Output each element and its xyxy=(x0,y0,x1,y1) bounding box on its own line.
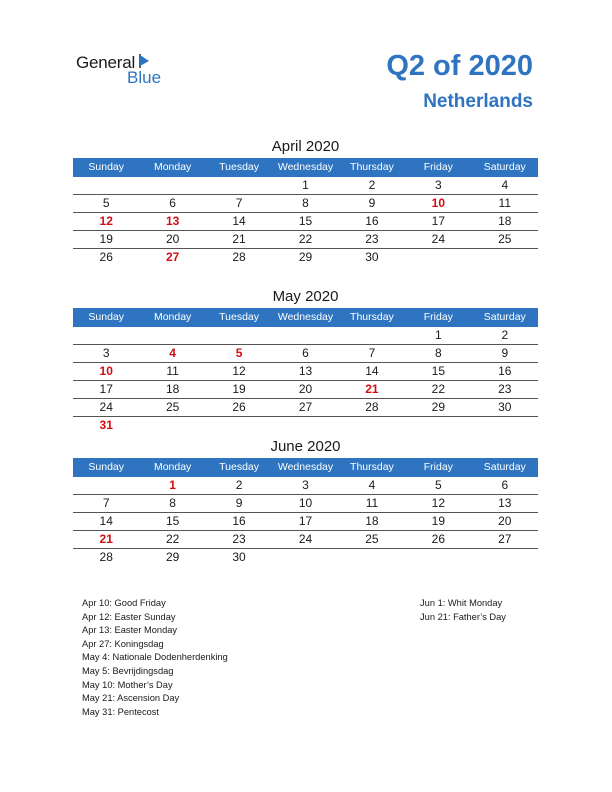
holiday-note: May 21: Ascension Day xyxy=(82,693,180,704)
weekday-header: Sunday xyxy=(73,308,139,327)
day-cell: 7 xyxy=(73,495,139,513)
day-cell xyxy=(272,417,338,434)
day-cell: 3 xyxy=(73,345,139,363)
day-cell: 21 xyxy=(339,381,405,399)
weekday-header: Saturday xyxy=(472,158,538,177)
holiday-note: May 10: Mother’s Day xyxy=(82,679,173,690)
day-cell: 11 xyxy=(472,195,538,213)
day-cell: 29 xyxy=(405,399,471,417)
day-cell xyxy=(272,327,338,345)
day-cell: 9 xyxy=(339,195,405,213)
day-cell: 9 xyxy=(472,345,538,363)
day-cell xyxy=(472,417,538,434)
day-cell: 16 xyxy=(339,213,405,231)
day-cell xyxy=(339,549,405,566)
day-cell xyxy=(272,549,338,566)
day-cell: 24 xyxy=(405,231,471,249)
day-cell: 27 xyxy=(165,250,180,264)
day-cell: 10 xyxy=(73,363,139,381)
day-cell: 22 xyxy=(405,381,471,399)
day-cell xyxy=(405,417,471,434)
day-cell: 21 xyxy=(206,231,272,249)
day-cell: 15 xyxy=(139,513,205,531)
day-cell: 6 xyxy=(139,195,205,213)
weekday-header: Saturday xyxy=(472,458,538,477)
logo xyxy=(76,53,186,89)
day-cell: 22 xyxy=(139,531,205,549)
weekday-header: Tuesday xyxy=(206,158,272,177)
day-cell: 4 xyxy=(472,177,538,195)
day-cell xyxy=(405,549,471,566)
day-cell: 15 xyxy=(405,363,471,381)
day-cell: 9 xyxy=(206,495,272,513)
month-grid xyxy=(73,308,538,434)
weekday-header: Friday xyxy=(405,458,471,477)
day-cell: 25 xyxy=(339,531,405,549)
day-cell: 2 xyxy=(472,327,538,345)
weekday-header: Monday xyxy=(139,458,205,477)
weekday-header: Tuesday xyxy=(206,308,272,327)
day-cell: 17 xyxy=(272,513,338,531)
holiday-notes-left xyxy=(82,597,228,719)
day-cell: 10 xyxy=(272,495,338,513)
day-cell: 1 xyxy=(272,177,338,195)
day-cell: 13 xyxy=(472,495,538,513)
day-cell: 26 xyxy=(99,250,113,264)
month-may xyxy=(73,288,538,434)
day-cell: 16 xyxy=(206,513,272,531)
day-cell: 10 xyxy=(405,195,471,213)
weekday-header: Friday xyxy=(405,308,471,327)
day-cell: 12 xyxy=(405,495,471,513)
day-cell: 29 xyxy=(165,550,180,564)
day-cell: 5 xyxy=(73,195,139,213)
day-cell: 23 xyxy=(472,381,538,399)
day-cell: 4 xyxy=(139,345,205,363)
day-cell: 14 xyxy=(206,213,272,231)
day-cell: 1 xyxy=(405,327,471,345)
weekday-header: Wednesday xyxy=(272,158,338,177)
weekday-header: Wednesday xyxy=(272,308,338,327)
day-cell: 19 xyxy=(405,513,471,531)
day-cell xyxy=(206,177,272,195)
holiday-note: Jun 1: Whit Monday xyxy=(420,598,503,608)
weekday-header: Thursday xyxy=(339,308,405,327)
day-cell: 17 xyxy=(73,381,139,399)
month-title: May 2020 xyxy=(272,288,339,305)
day-cell: 11 xyxy=(139,363,205,381)
day-cell: 27 xyxy=(472,531,538,549)
day-cell: 23 xyxy=(206,531,272,549)
day-cell: 5 xyxy=(206,345,272,363)
day-cell: 8 xyxy=(405,345,471,363)
weekday-header: Thursday xyxy=(339,158,405,177)
day-cell: 29 xyxy=(298,250,313,264)
day-cell xyxy=(139,417,205,434)
day-cell: 8 xyxy=(272,195,338,213)
day-cell xyxy=(139,177,205,195)
day-cell: 30 xyxy=(365,250,379,264)
day-cell: 26 xyxy=(206,399,272,417)
logo-general-text: General xyxy=(76,53,136,72)
day-cell: 8 xyxy=(139,495,205,513)
day-cell: 28 xyxy=(339,399,405,417)
day-cell: 12 xyxy=(206,363,272,381)
day-cell: 13 xyxy=(139,213,205,231)
day-cell: 1 xyxy=(139,477,205,495)
page-title: Q2 of 2020 xyxy=(386,50,533,82)
weekday-header: Monday xyxy=(139,158,205,177)
day-cell: 2 xyxy=(206,477,272,495)
day-cell: 18 xyxy=(339,513,405,531)
day-cell: 12 xyxy=(73,213,139,231)
weekday-header: Friday xyxy=(405,158,471,177)
day-cell xyxy=(472,549,538,566)
day-cell: 19 xyxy=(206,381,272,399)
holiday-note: Apr 27: Koningsdag xyxy=(82,638,164,649)
logo-blue-text: Blue xyxy=(127,68,162,87)
day-cell: 25 xyxy=(472,231,538,249)
day-cell: 11 xyxy=(339,495,405,513)
day-cell: 25 xyxy=(139,399,205,417)
day-cell xyxy=(339,327,405,345)
day-cell: 20 xyxy=(472,513,538,531)
day-cell: 19 xyxy=(73,231,139,249)
day-cell: 17 xyxy=(405,213,471,231)
month-grid xyxy=(73,158,538,266)
day-cell: 27 xyxy=(272,399,338,417)
day-cell: 28 xyxy=(99,550,113,564)
weekday-header: Sunday xyxy=(73,458,139,477)
day-cell xyxy=(206,417,272,434)
month-june xyxy=(73,438,538,566)
day-cell: 18 xyxy=(472,213,538,231)
day-cell xyxy=(472,249,538,266)
month-title: April 2020 xyxy=(271,138,340,155)
day-cell xyxy=(73,477,139,495)
day-cell: 16 xyxy=(472,363,538,381)
day-cell: 22 xyxy=(272,231,338,249)
day-cell: 28 xyxy=(232,250,246,264)
month-title: June 2020 xyxy=(270,438,341,455)
holiday-note: May 31: Pentecost xyxy=(82,706,159,717)
holiday-note: Apr 13: Easter Monday xyxy=(82,625,178,636)
day-cell xyxy=(405,249,471,266)
day-cell xyxy=(139,327,205,345)
day-cell: 4 xyxy=(339,477,405,495)
day-cell: 6 xyxy=(472,477,538,495)
day-cell: 7 xyxy=(206,195,272,213)
day-cell xyxy=(73,327,139,345)
day-cell xyxy=(73,177,139,195)
month-grid xyxy=(73,458,538,566)
holiday-note: May 5: Bevrijdingsdag xyxy=(82,665,174,676)
weekday-header: Sunday xyxy=(73,158,139,177)
day-cell: 26 xyxy=(405,531,471,549)
day-cell: 20 xyxy=(139,231,205,249)
holiday-note: Apr 10: Good Friday xyxy=(82,598,166,608)
month-april xyxy=(73,138,538,266)
day-cell: 30 xyxy=(472,399,538,417)
day-cell: 30 xyxy=(232,550,246,564)
day-cell: 5 xyxy=(405,477,471,495)
weekday-header: Saturday xyxy=(472,308,538,327)
weekday-header: Thursday xyxy=(339,458,405,477)
day-cell: 3 xyxy=(272,477,338,495)
day-cell: 2 xyxy=(339,177,405,195)
day-cell: 3 xyxy=(405,177,471,195)
logo-flag-icon xyxy=(139,54,149,68)
day-cell: 20 xyxy=(272,381,338,399)
day-cell: 18 xyxy=(139,381,205,399)
day-cell: 24 xyxy=(73,399,139,417)
day-cell: 21 xyxy=(73,531,139,549)
day-cell xyxy=(206,327,272,345)
day-cell: 6 xyxy=(272,345,338,363)
holiday-note: Jun 21: Father’s Day xyxy=(420,611,506,622)
day-cell: 31 xyxy=(99,418,113,432)
day-cell: 15 xyxy=(272,213,338,231)
holiday-notes-right xyxy=(420,597,506,624)
day-cell: 13 xyxy=(272,363,338,381)
day-cell: 7 xyxy=(339,345,405,363)
day-cell: 23 xyxy=(339,231,405,249)
day-cell: 14 xyxy=(339,363,405,381)
holiday-note: May 4: Nationale Dodenherdenking xyxy=(82,652,228,663)
day-cell xyxy=(339,417,405,434)
weekday-header: Wednesday xyxy=(272,458,338,477)
country-name: Netherlands xyxy=(423,91,533,112)
day-cell: 24 xyxy=(272,531,338,549)
holiday-note: Apr 12: Easter Sunday xyxy=(82,611,176,622)
day-cell: 14 xyxy=(73,513,139,531)
weekday-header: Monday xyxy=(139,308,205,327)
weekday-header: Tuesday xyxy=(206,458,272,477)
